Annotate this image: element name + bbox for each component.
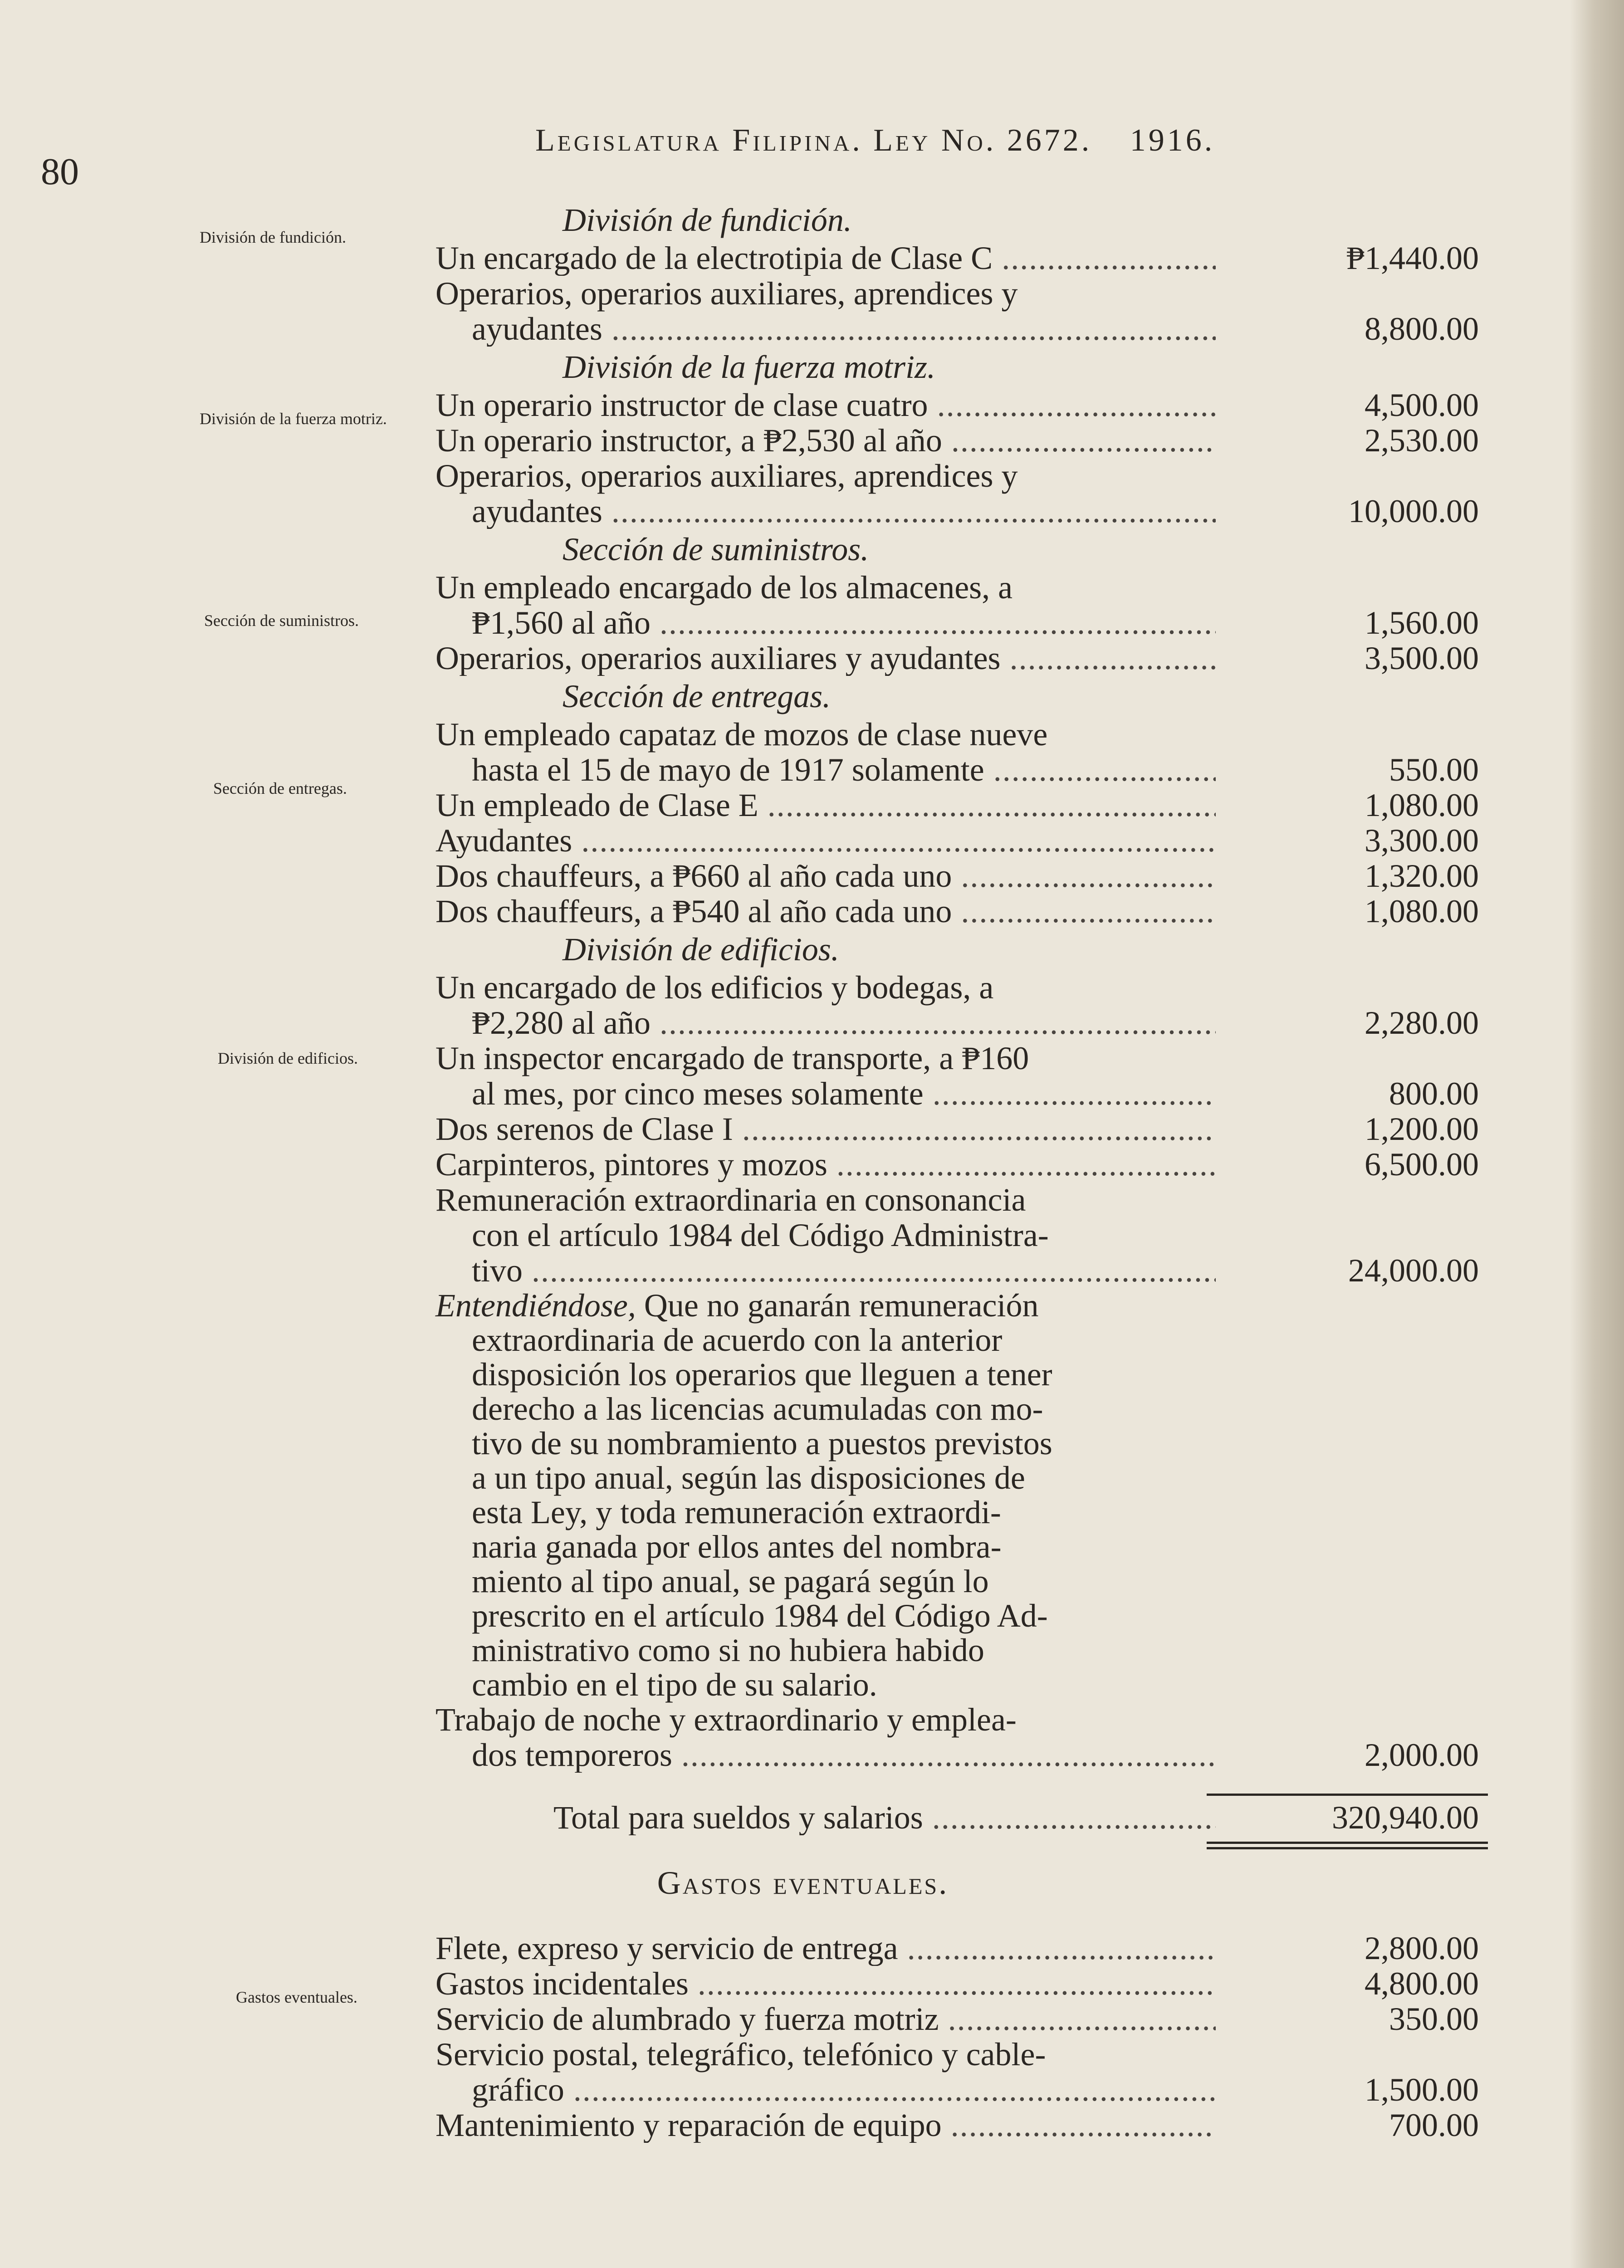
line-item (435, 894, 1488, 929)
section-title: División de edificios. (563, 931, 839, 968)
proviso-line: cambio en el tipo de su salario. (472, 1667, 877, 1703)
proviso-paragraph (435, 1288, 1488, 1702)
total-top-rule (1207, 1794, 1488, 1796)
line-item-text: Dos serenos de Clase I ..... (435, 1111, 1216, 1147)
line-item-night-work (435, 1702, 1488, 1773)
line-item (435, 1111, 1488, 1147)
page-edge-shadow (1570, 0, 1624, 2268)
line-item-text: al mes, por cinco meses solamente ..... (435, 1076, 1216, 1111)
line-item-amount: 4,500.00 (1365, 387, 1479, 423)
header-year: 1916. (1130, 123, 1215, 158)
line-item-text: ayudantes ..... (435, 494, 1216, 529)
gastos-line-item (435, 2107, 1488, 2143)
section-title: División de fundición. (563, 202, 852, 238)
total-double-rule (1207, 1842, 1488, 1844)
line-item-amount: 1,080.00 (1365, 893, 1479, 929)
line-item-amount: 550.00 (1389, 752, 1479, 788)
proviso-line: esta Ley, y toda remuneración extraordi- (472, 1494, 1001, 1530)
line-item-amount: 3,500.00 (1365, 640, 1479, 676)
margin-note-gastos: Gastos eventuales. (236, 1988, 357, 2006)
proviso-line: disposición los operarios que lleguen a tener (472, 1356, 1052, 1393)
line-item (435, 387, 1488, 423)
line-item-amount: 1,080.00 (1365, 787, 1479, 823)
line-item (435, 717, 1488, 787)
page-number: 80 (41, 151, 79, 193)
line-item-text: Trabajo de noche y extraordinario y emplea- (435, 1701, 1017, 1738)
line-item-amount: 24,000.00 (1348, 1252, 1479, 1289)
line-item (435, 823, 1488, 858)
line-item-amount: 350.00 (1389, 2001, 1479, 2037)
proviso-line: tivo de su nombramiento a puestos previstos (472, 1425, 1052, 1461)
proviso-line: ministrativo como si no hubiera habido (472, 1632, 984, 1668)
line-item (435, 970, 1488, 1041)
line-item-amount: 4,800.00 (1365, 1965, 1479, 2002)
line-item-text: Un empleado encargado de los almacenes, a (435, 569, 1013, 606)
line-item-text: Dos chauffeurs, a ₱660 al año cada uno ..... (435, 858, 1216, 894)
line-item-text: Mantenimiento y reparación de equipo ..... (435, 2107, 1216, 2143)
line-item-amount: 1,320.00 (1365, 858, 1479, 894)
line-item-amount: 8,800.00 (1365, 311, 1479, 347)
proviso-line: extraordinaria de acuerdo con la anterior (472, 1322, 1003, 1358)
line-item-text: ₱1,560 al año ..... (435, 605, 1216, 640)
line-item-text: con el artículo 1984 del Código Administra- (472, 1217, 1049, 1253)
line-item (435, 1182, 1488, 1288)
line-item-amount: 1,560.00 (1365, 605, 1479, 641)
line-item (435, 276, 1488, 347)
line-item-text: Un encargado de los edificios y bodegas, a (435, 969, 994, 1006)
margin-note-entregas: Sección de entregas. (213, 779, 347, 797)
line-item-amount: ₱1,440.00 (1346, 240, 1479, 276)
margin-note-suministros: Sección de suministros. (204, 611, 359, 630)
margin-note-fundicion: División de fundición. (200, 228, 346, 246)
line-item-amount: 800.00 (1389, 1075, 1479, 1112)
proviso-line: naria ganada por ellos antes del nombra- (472, 1529, 1002, 1565)
line-item-amount: 2,800.00 (1365, 1930, 1479, 1966)
line-item-text: ₱2,280 al año ..... (435, 1005, 1216, 1041)
line-item (435, 787, 1488, 823)
proviso-line: miento al tipo anual, se pagará según lo (472, 1563, 989, 1599)
section-title: Sección de entregas. (563, 678, 831, 714)
total-row (435, 1800, 1488, 1835)
line-item-text: Operarios, operarios auxiliares y ayudantes ..... (435, 640, 1216, 676)
line-item-text: hasta el 15 de mayo de 1917 solamente ..... (435, 752, 1216, 787)
line-item-amount: 2,530.00 (1365, 422, 1479, 459)
line-item-text: Un empleado de Clase E ..... (435, 787, 1216, 823)
line-item (435, 640, 1488, 676)
line-item-text: Total para sueldos y salarios ..... (435, 1800, 1216, 1835)
line-item-amount: 2,280.00 (1365, 1005, 1479, 1041)
line-item-amount: 320,940.00 (1332, 1799, 1479, 1836)
proviso-line: Que no ganarán remuneración (644, 1287, 1039, 1324)
line-item-text: Flete, expreso y servicio de entrega ..... (435, 1931, 1216, 1966)
line-item-text: Servicio postal, telegráfico, telefónico y cable- (435, 2036, 1046, 2072)
line-item (435, 458, 1488, 529)
line-item-text: Un operario instructor, a ₱2,530 al año ..... (435, 423, 1216, 458)
proviso-line: derecho a las licencias acumuladas con mo- (472, 1391, 1043, 1427)
line-item-text: Un empleado capataz de mozos de clase nueve (435, 716, 1048, 753)
line-item-text: Dos chauffeurs, a ₱540 al año cada uno ..... (435, 894, 1216, 929)
line-item (435, 570, 1488, 640)
gastos-line-item (435, 2001, 1488, 2037)
total-double-rule (1207, 1847, 1488, 1849)
line-item (435, 423, 1488, 458)
line-item (435, 240, 1488, 276)
margin-note-fuerza-motriz: División de la fuerza motriz. (200, 410, 387, 428)
body-column (435, 200, 1488, 2143)
line-item (435, 1147, 1488, 1182)
margin-note-edificios: División de edificios. (218, 1049, 358, 1067)
gastos-line-item (435, 1966, 1488, 2001)
line-item-amount: 2,000.00 (1365, 1737, 1479, 1773)
line-item-text: Operarios, operarios auxiliares, aprendices y (435, 458, 1018, 494)
spacer (435, 1903, 1488, 1931)
line-item-amount: 1,200.00 (1365, 1111, 1479, 1147)
header-title: Legislatura Filipina. Ley No. 2672. (535, 123, 1092, 158)
section-title: División de la fuerza motriz. (563, 349, 935, 385)
gastos-title: Gastos eventuales. (657, 1865, 949, 1901)
line-item-amount: 700.00 (1389, 2107, 1479, 2143)
gastos-line-item (435, 1931, 1488, 1966)
line-item-amount: 3,300.00 (1365, 822, 1479, 859)
running-header (535, 122, 1215, 159)
proviso-line: a un tipo anual, según las disposiciones de (472, 1460, 1025, 1496)
line-item-text: gráfico ..... (435, 2072, 1216, 2107)
line-item-text: Operarios, operarios auxiliares, aprendices y (435, 275, 1018, 312)
gastos-line-item (435, 2037, 1488, 2107)
line-item-text: ayudantes ..... (435, 311, 1216, 347)
line-item-amount: 1,500.00 (1365, 2072, 1479, 2108)
line-item-text: Ayudantes ..... (435, 823, 1216, 858)
line-item-text: Carpinteros, pintores y mozos ..... (435, 1147, 1216, 1182)
line-item-text: Un operario instructor de clase cuatro ..... (435, 387, 1216, 423)
line-item-text: Servicio de alumbrado y fuerza motriz ..... (435, 2001, 1216, 2037)
section-title: Sección de suministros. (563, 531, 869, 567)
line-item-amount: 10,000.00 (1348, 493, 1479, 529)
line-item-text: Un inspector encargado de transporte, a ₱160 (435, 1040, 1029, 1076)
line-item (435, 858, 1488, 894)
proviso-lead: Entendiéndose, (435, 1287, 636, 1324)
line-item-text: Gastos incidentales ..... (435, 1966, 1216, 2001)
line-item-text: Un encargado de la electrotipia de Clase C ..... (435, 240, 1216, 276)
line-item-text: Remuneración extraordinaria en consonancia (435, 1182, 1026, 1218)
line-item-amount: 6,500.00 (1365, 1146, 1479, 1183)
line-item (435, 1041, 1488, 1111)
spacer (435, 1773, 1488, 1800)
proviso-line: prescrito en el artículo 1984 del Código Ad- (472, 1598, 1048, 1634)
line-item-text: dos temporeros ..... (435, 1737, 1216, 1773)
line-item-text: tivo ..... (435, 1253, 1216, 1288)
